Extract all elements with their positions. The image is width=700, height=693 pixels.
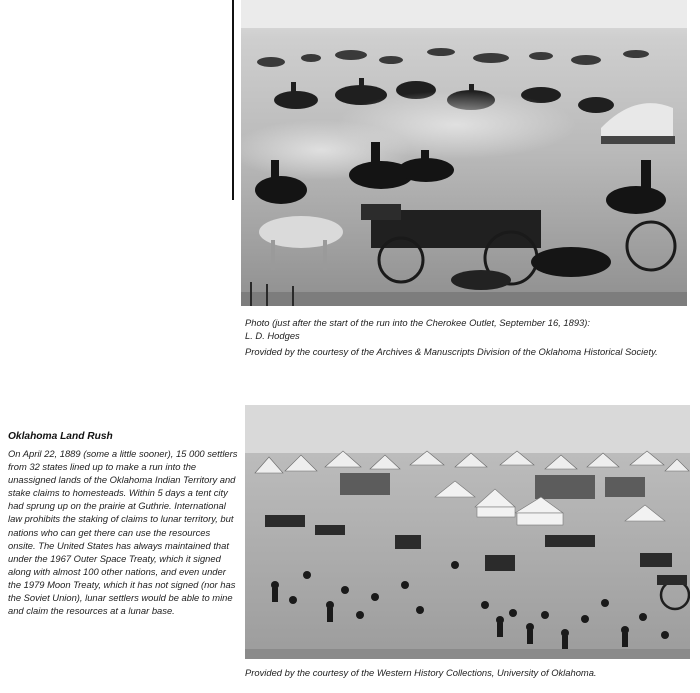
- sidebar-title: Oklahoma Land Rush: [8, 431, 113, 442]
- archive-credit: Provided by the courtesy of the Archives & Manuscripts Division of the Oklahoma Historical Society.: [245, 346, 658, 357]
- land-run-photo: [241, 0, 687, 306]
- vertical-rule: [232, 0, 234, 200]
- caption-line-1: Photo (just after the start of the run into the Cherokee Outlet, September 16, 1893):: [245, 317, 590, 328]
- land-run-photo-caption: [245, 316, 690, 358]
- tent-city-photo-caption: Provided by the courtesy of the Western History Collections, University of Oklahoma.: [245, 667, 597, 678]
- sidebar-body: On April 22, 1889 (some a little sooner), 15 000 settlers from 32 states lined up to make a run into the unassigned lands of the Oklahoma Indian Territory and stake claims to homesteads. Within 5 days a tent city had sprung up on the prairie at Guthrie. International law prohibits the staking of claims to lunar territory, but nations who can get there can use the resources onsite. The United States has always maintained that under the 1967 Outer Space Treaty, which it signed along with almost 100 other nations, and even under the 1979 Moon Treaty, which it has not signed (nor has the Soviet Union), lunar settlers would be able to mine and claim the resources at a lunar base.: [8, 448, 238, 617]
- photographer-credit: L. D. Hodges: [245, 330, 300, 341]
- land-run-photo-image: [241, 0, 687, 306]
- photo-title-caption: [245, 316, 690, 342]
- tent-city-photo-image: [245, 405, 690, 659]
- tent-city-photo: [245, 405, 690, 659]
